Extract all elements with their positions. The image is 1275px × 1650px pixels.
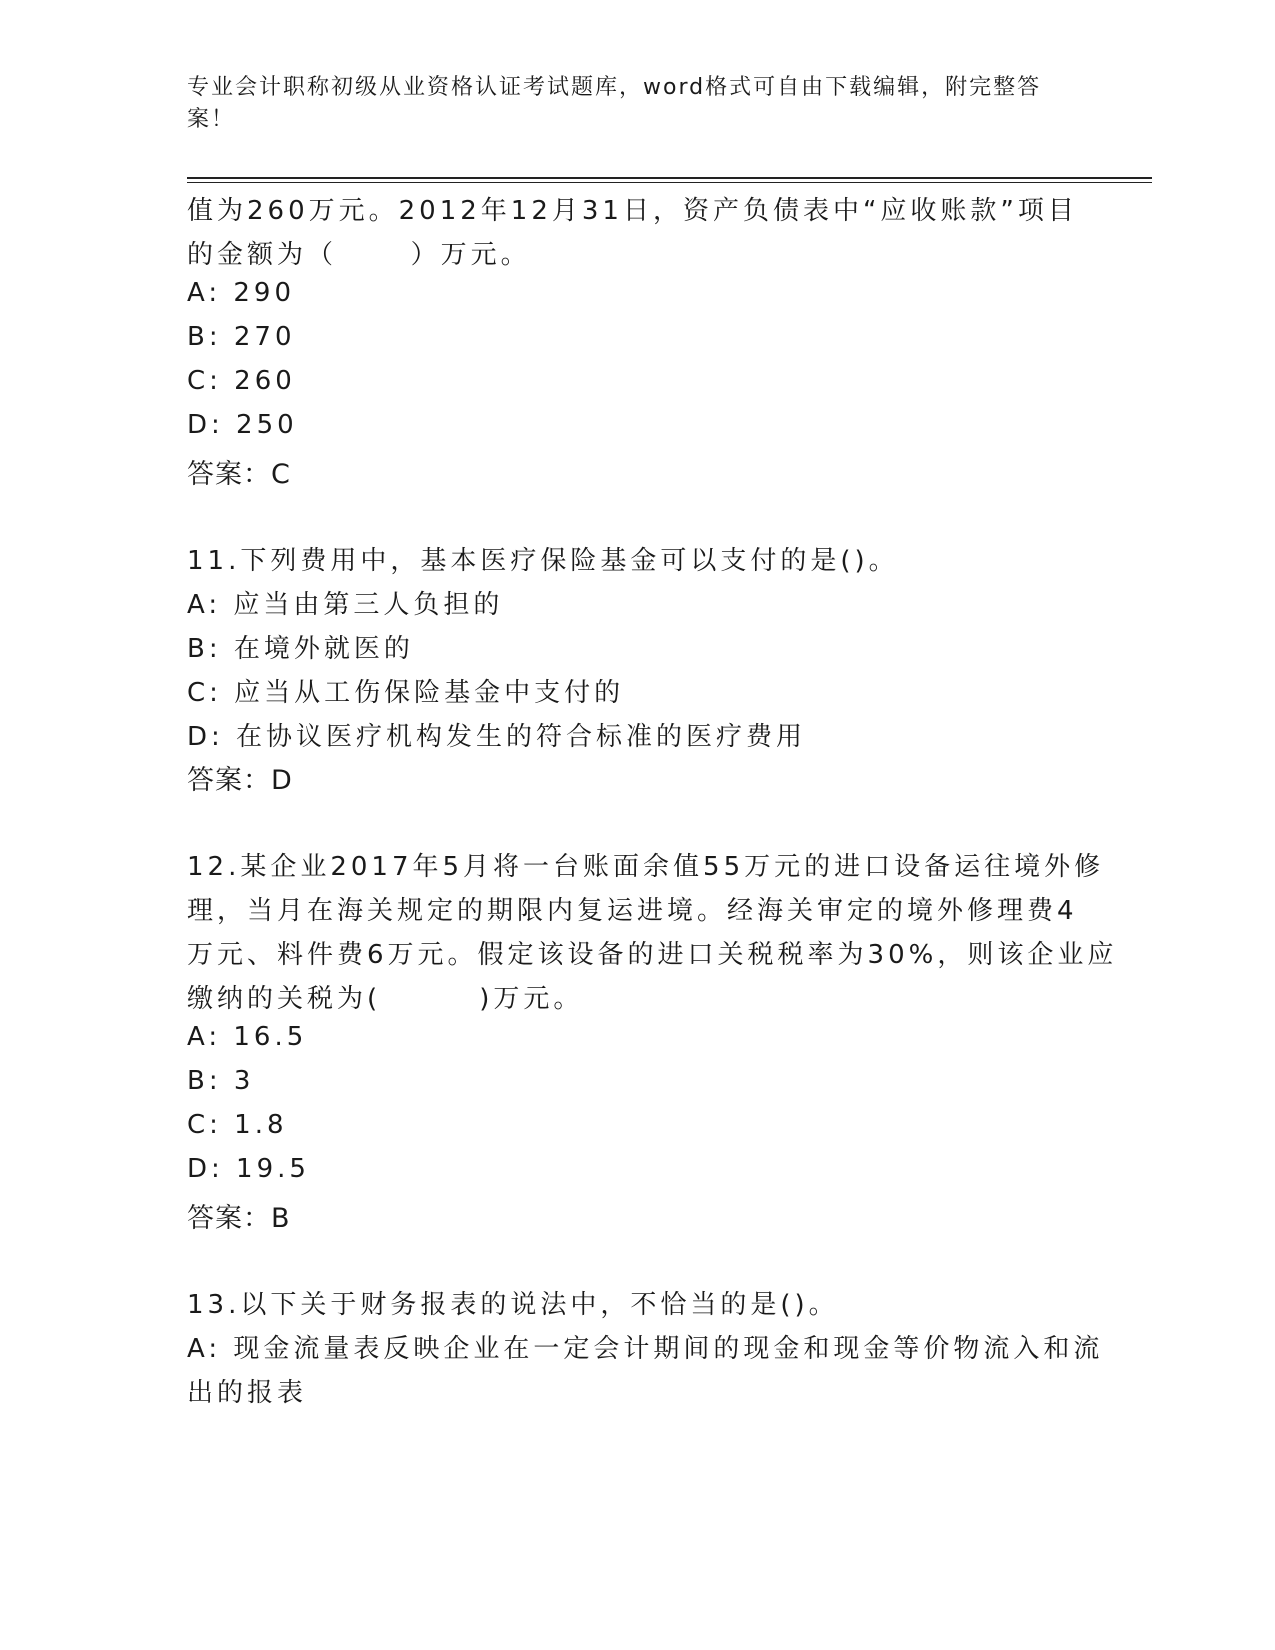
question-10-stem-line: 值为260万元。2012年12月31日，资产负债表中“应收账款”项目 <box>187 196 1078 226</box>
question-12-option-b: B: 3 <box>187 1066 255 1096</box>
question-10-option-c: C: 260 <box>187 366 296 396</box>
question-12-option-c: C: 1.8 <box>187 1110 288 1140</box>
question-10-stem-line: 的金额为（ ）万元。 <box>187 240 531 270</box>
header-rule-thin <box>187 182 1152 183</box>
question-12-stem-line: 12.某企业2017年5月将一台账面余值55万元的进口设备运往境外修 <box>187 852 1105 882</box>
question-12-answer: 答案：B <box>187 1203 291 1234</box>
question-10-answer: 答案：C <box>187 459 291 490</box>
question-12-stem-line: 缴纳的关税为( )万元。 <box>187 984 584 1014</box>
question-11-stem-line: 11.下列费用中，基本医疗保险基金可以支付的是()。 <box>187 546 899 576</box>
question-12-option-a: A: 16.5 <box>187 1022 308 1052</box>
question-11-option-d: D: 在协议医疗机构发生的符合标准的医疗费用 <box>187 722 807 752</box>
question-12-option-d: D: 19.5 <box>187 1154 310 1184</box>
question-13-stem-line: 13.以下关于财务报表的说法中，不恰当的是()。 <box>187 1290 839 1320</box>
question-10-option-a: A: 290 <box>187 278 295 308</box>
question-11-answer: 答案：D <box>187 765 293 796</box>
question-11-option-c: C: 应当从工伤保险基金中支付的 <box>187 678 625 708</box>
question-12-stem-line: 理，当月在海关规定的期限内复运进境。经海关审定的境外修理费4 <box>187 896 1078 926</box>
question-13-option-a-cont: 出的报表 <box>187 1378 308 1408</box>
question-12-stem-line: 万元、料件费6万元。假定该设备的进口关税税率为30%，则该企业应 <box>187 940 1118 970</box>
question-13-option-a: A: 现金流量表反映企业在一定会计期间的现金和现金等价物流入和流 <box>187 1334 1104 1364</box>
question-11-option-b: B: 在境外就医的 <box>187 634 414 664</box>
question-11-option-a: A: 应当由第三人负担的 <box>187 590 504 620</box>
document-header: 专业会计职称初级从业资格认证考试题库，word格式可自由下载编辑，附完整答案！ <box>187 75 1042 132</box>
question-10-option-d: D: 250 <box>187 410 298 440</box>
question-10-option-b: B: 270 <box>187 322 296 352</box>
header-rule <box>187 177 1152 179</box>
